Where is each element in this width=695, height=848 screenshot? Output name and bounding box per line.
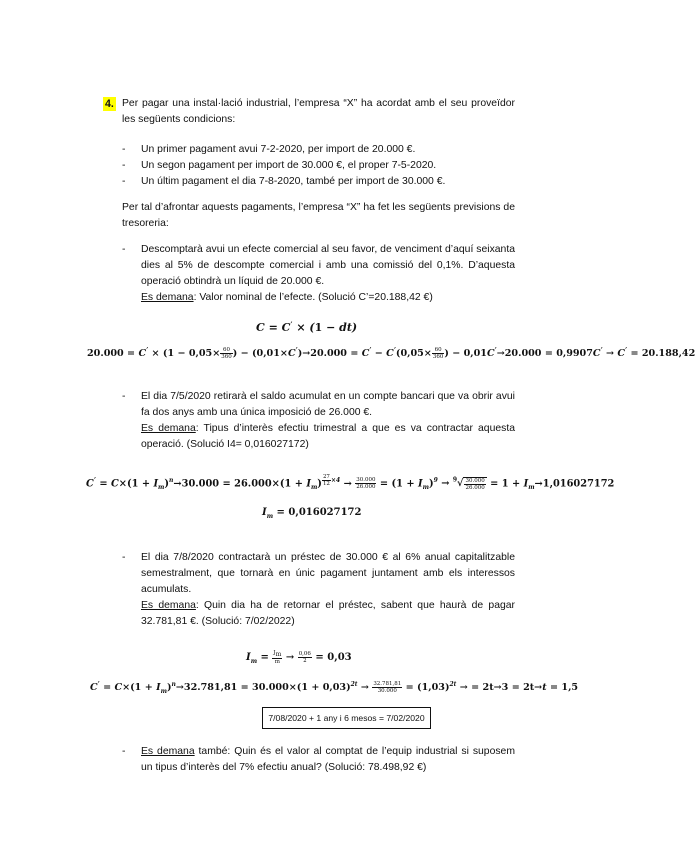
item1-dash: - [122, 244, 126, 255]
ask-text: : Quin dia ha de retornar el préstec, sabent que haurà de pagar 32.781,81 €. (Solució: 7/02/2022) [141, 600, 516, 627]
condition-dash: - [122, 176, 126, 187]
condition-1: Un primer pagament avui 7-2-2020, per import de 20.000 €. [141, 144, 416, 155]
result-box: 7/08/2020 + 1 any i 6 mesos = 7/02/2020 [262, 707, 431, 729]
item1-ask [141, 290, 433, 306]
item3-formula-2: $C^’ = C\times(1 + I_m)^n\to 32.781,81 = 30.000\times(1 + 0,03)^{2t}$ → $\frac{32.781,81}{30.000}$ = $(1,03)^{2t}$ → = 2t→3 = 2t→t = 1,5 [90, 681, 579, 696]
ask-label: Es demana [141, 600, 196, 611]
ask-label: Es demana [141, 746, 195, 757]
item3-ask [141, 598, 515, 630]
item1-formula-1: C = C’ × (1 − dt) [256, 321, 358, 334]
ask-label: Es demana [141, 292, 194, 303]
ask-text: també: Quin és el valor al comptat de l’equip industrial si suposem un tipus d’interès del 7% efectiu anual? (Solució: 78.498,92 €) [141, 746, 515, 773]
condition-3: Un últim pagament el dia 7-8-2020, també per import de 30.000 €. [141, 176, 446, 187]
item1-text: Descomptarà avui un efecte comercial al seu favor, de venciment d’aquí seixanta dies al 5% de descompte comercial i amb una comissió del 0,1%. D’aquesta operació obtindrà un líquid de 20.000 €. [141, 244, 515, 287]
item4-ask [141, 744, 515, 776]
item2-result: $I_m = 0,016027172$ [262, 507, 362, 520]
problem-intro: Per pagar una instal·lació industrial, l’empresa “X” ha acordat amb el seu proveïdor les següents condicions: [122, 98, 515, 125]
item3-formula-1: $I_m$ = $\frac{J_m}{m}$ → $\frac{0,06}{2}$ = 0,03 [246, 650, 352, 666]
item2-formula-1: $C^’ = C\times(1 + I_m)^n\to 30.000 = 26.000\times(1 + I_m)$ $^{\frac{27}{12} \times 4}$ → $\frac{30.000}{26.000}$ = $(1 + I_m)^9 \to ^9√$ $\frac{30.000}{26.000}$ = $1 + I_m\to 1,016027172$ [86, 474, 615, 492]
forecast-intro: Per tal d’afrontar aquests pagaments, l’empresa “X” ha fet les següents previsions de tresoreria: [122, 202, 515, 229]
item2-dash: - [122, 391, 126, 402]
item4-dash: - [122, 746, 126, 757]
item1-formula-2: 20.000 = C’ × (1 − 0,05× $\frac{60}{360}$ ) − (0,01×C’)→20.000 = C’ − C’(0,05× $\frac{60}{360}$ ) − 0,01C’→20.000 = 0,9907C’ → C’ = 20.188,42 [87, 347, 695, 361]
condition-dash: - [122, 144, 126, 155]
item3-text: El dia 7/8/2020 contractarà un préstec de 30.000 € al 6% anual capitalitzable semestralment, que tornarà en únic pagament juntament amb els interessos acumulats. [141, 552, 515, 595]
item2-ask [141, 421, 515, 453]
ask-text: : Tipus d’interès efectiu trimestral a que es va contractar aquesta operació. (Solució I4= 0,016027172) [141, 423, 516, 450]
ask-label: Es demana [141, 423, 196, 434]
ask-text: : Valor nominal de l’efecte. (Solució C’=20.188,42 €) [193, 292, 433, 303]
condition-dash: - [122, 160, 126, 171]
problem-number: 4. [105, 98, 114, 110]
condition-2: Un segon pagament per import de 30.000 €, el proper 7-5-2020. [141, 160, 437, 171]
item3-dash: - [122, 552, 126, 563]
item2-text: El dia 7/5/2020 retirarà el saldo acumulat en un compte bancari que va obrir avui fa dos anys amb una única imposició de 26.000 €. [141, 391, 515, 418]
